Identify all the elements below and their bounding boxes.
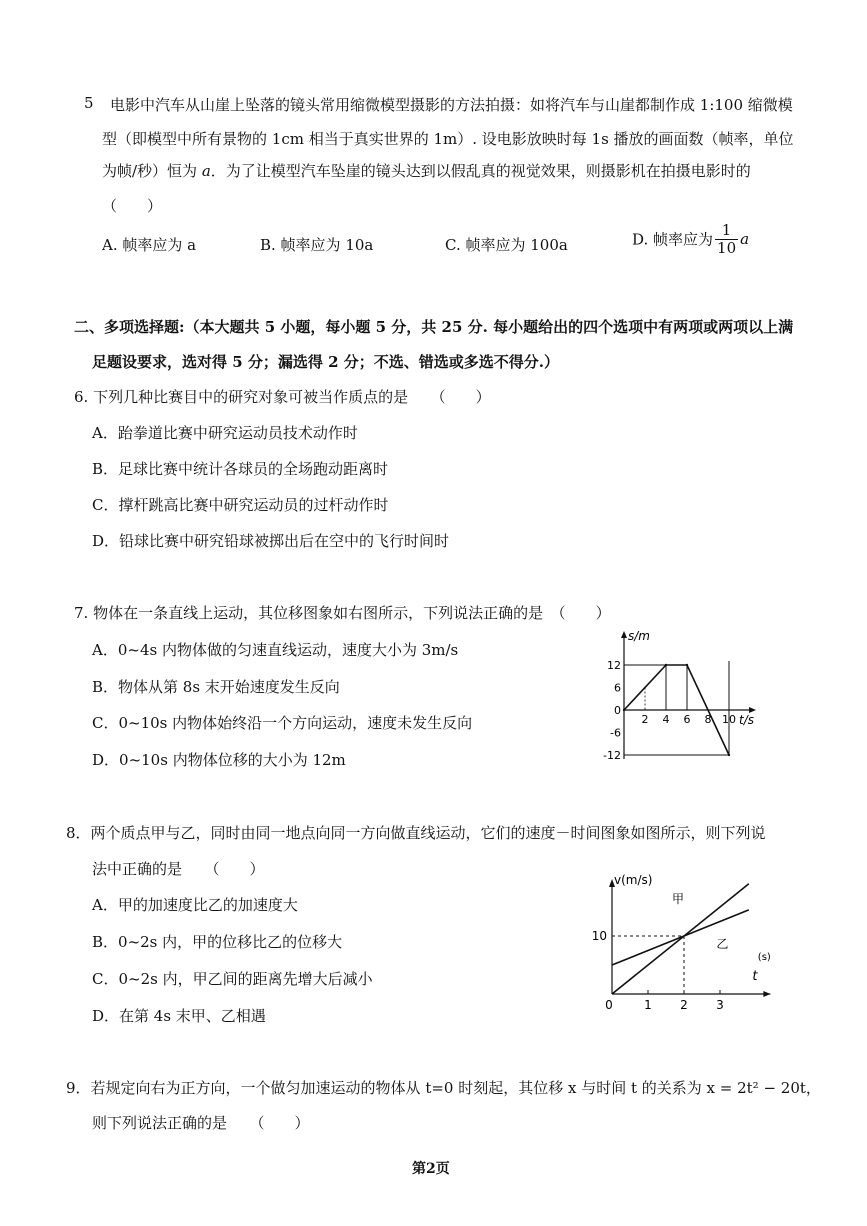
y-axis-label: s/m [628,629,650,643]
q8-option-c: C．0~2s 内，甲乙间的距离先增大后减小 [92,970,373,988]
q6-option-a: A．跆拳道比赛中研究运动员技术动作时 [92,424,358,442]
displacement-time-graph [598,628,768,764]
x-tick-label: 6 [683,713,691,726]
velocity-time-graph [586,872,782,1012]
y-tick-label: 0 [614,704,621,717]
q5-var-a: a [201,162,211,180]
x-tick-label: 3 [716,998,724,1012]
x-tick-label: 2 [680,998,688,1012]
x-tick-label: 8 [704,713,712,726]
x-axis-arrow [763,991,770,997]
q7-option-b: B．物体从第 8s 末开始速度发生反向 [92,678,340,696]
fraction-numerator: 1 [715,222,738,240]
x-tick-label: 1 [644,998,652,1012]
q5-option-a: A. 帧率应为 a [102,236,197,254]
question-7-stem: 7. 物体在一条直线上运动，其位移图象如右图所示，下列说法正确的是 （ ） [74,604,611,622]
y-tick-label: 10 [591,929,607,943]
q5-line3-a: 为帧/秒）恒为 [102,162,202,180]
question-8-stem-line2: 法中正确的是 （ ） [92,860,265,878]
y-axis-arrow [621,631,627,638]
x-axis-label: t [752,969,758,984]
question-5-line1: 电影中汽车从山崖上坠落的镜头常用缩微模型摄影的方法拍摄：如将汽车与山崖都制作成 1:100 缩微模 [110,96,793,114]
x-tick-label: 10 [722,713,736,726]
question-5-number: 5 [84,94,94,112]
q5-option-b: B. 帧率应为 10a [260,236,374,254]
y-tick-label: 12 [607,659,621,672]
q6-option-d: D．铅球比赛中研究铅球被掷出后在空中的飞行时间时 [92,532,450,550]
section-2-header-line1: 二、多项选择题:（本大题共 5 小题，每小题 5 分，共 25 分. 每小题给出的四个选项中有两项或两项以上满 [74,318,794,336]
data-point [623,709,625,711]
series-label-jia: 甲 [672,892,685,906]
x-tick-label: 2 [641,713,649,726]
page-number: 第2页 [412,1161,450,1177]
y-tick-label: -12 [603,749,621,762]
fraction-denominator: 10 [717,238,737,257]
q8-option-a: A．甲的加速度比乙的加速度大 [92,896,298,914]
q5-option-d-fraction [715,222,738,256]
q5-option-d [632,222,749,256]
question-5-line2: 型（即模型中所有景物的 1cm 相当于真实世界的 1m）. 设电影放映时每 1s 播放的画面数（帧率，单位 [102,130,794,148]
section-2-header-line2: 足题设要求，选对得 5 分；漏选得 2 分；不选、错选或多选不得分.） [92,353,559,371]
q7-option-c: C．0~10s 内物体始终沿一个方向运动，速度未发生反向 [92,714,473,732]
q5-option-c: C. 帧率应为 100a [445,236,568,254]
q7-option-d: D．0~10s 内物体位移的大小为 12m [92,751,346,769]
data-point [728,754,730,756]
question-9-stem-line2: 则下列说法正确的是 （ ） [92,1114,310,1132]
data-point [686,664,688,666]
x-axis-unit: (s) [757,952,771,963]
q5-option-d-label: D. 帧率应为 [632,230,714,249]
question-5-line3 [102,160,751,181]
question-8-stem-line1: 8．两个质点甲与乙，同时由同一地点向同一方向做直线运动，它们的速度－时间图象如图所示，则下列说 [66,824,766,842]
q5-option-d-var: a [740,230,750,248]
y-tick-label: -6 [610,726,621,740]
data-point [665,664,667,666]
q7-option-a: A．0~4s 内物体做的匀速直线运动，速度大小为 3m/s [92,641,459,659]
question-9-stem-line1: 9．若规定向右为正方向，一个做匀加速运动的物体从 t=0 时刻起，其位移 x 与时间 t 的关系为 x = 2t² − 20t， [66,1079,821,1097]
x-axis-label: t/s [739,713,754,727]
q6-option-c: C．撑杆跳高比赛中研究运动员的过杆动作时 [92,496,389,514]
y-axis-label: v(m/s) [614,873,653,887]
q8-option-b: B．0~2s 内，甲的位移比乙的位移大 [92,933,343,951]
y-tick-label: 6 [614,681,621,695]
q6-option-b: B．足球比赛中统计各球员的全场跑动距离时 [92,460,389,478]
x-tick-label: 4 [662,713,670,726]
series-label-yi: 乙 [716,937,729,951]
q8-option-d: D．在第 4s 末甲、乙相遇 [92,1007,266,1025]
q5-line3-b: ．为了让模型汽车坠崖的镜头达到以假乱真的视觉效果，则摄影机在拍摄电影时的 [210,162,751,180]
x-tick-label: 0 [605,998,613,1012]
question-5-paren: （ ） [102,197,163,215]
question-6-stem: 6. 下列几种比赛目中的研究对象可被当作质点的是 （ ） [74,388,491,406]
